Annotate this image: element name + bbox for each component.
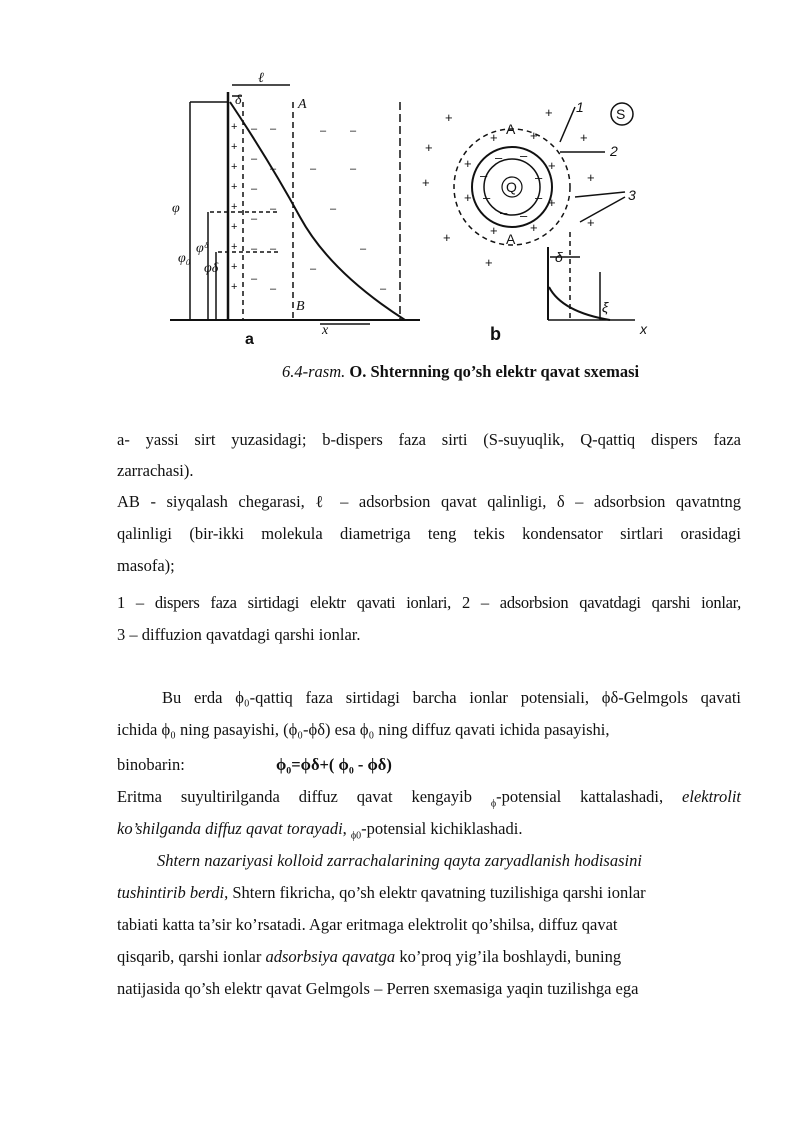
body-line-4d: elektrolit — [682, 787, 741, 806]
svg-text:–: – — [500, 205, 508, 220]
svg-text:–: – — [480, 168, 488, 183]
svg-text:–: – — [483, 190, 491, 205]
panel-b-diagram — [454, 107, 635, 320]
body-line-9 — [117, 942, 621, 971]
label-3: 3 — [628, 187, 636, 203]
svg-text:+: + — [490, 130, 498, 145]
svg-text:+: + — [548, 195, 556, 210]
svg-text:–: – — [270, 283, 277, 295]
svg-text:–: – — [251, 273, 258, 285]
body-line-3a: binobarin: — [117, 755, 185, 774]
svg-text:+: + — [545, 105, 553, 120]
svg-text:–: – — [535, 190, 543, 205]
body-line-7 — [117, 878, 646, 907]
svg-text:+: + — [530, 220, 538, 235]
xi-label: ξ — [602, 299, 609, 315]
svg-text:–: – — [251, 243, 258, 255]
body-line-1: Bu erda ϕ₀-qattiq faza sirtidagi barcha ionlar potensiali, ϕδ-Gelmgols qavati — [162, 688, 741, 707]
A-label-b-bottom: A — [506, 231, 516, 247]
svg-text:+: + — [231, 261, 238, 273]
body-line-5a: ko’shilganda diffuz qavat torayadi — [117, 819, 343, 838]
label-1: 1 — [576, 99, 584, 115]
svg-text:+: + — [231, 161, 238, 173]
svg-text:–: – — [251, 213, 258, 225]
ell-label-a: ℓ — [258, 72, 264, 86]
svg-text:+: + — [587, 170, 595, 185]
svg-text:+: + — [464, 190, 472, 205]
svg-text:+: + — [580, 130, 588, 145]
body-line-4 — [117, 782, 741, 811]
body-line-4c: -potensial kattalashadi, — [496, 787, 683, 806]
body-line-7a: tushintirib berdi — [117, 883, 225, 902]
svg-text:–: – — [310, 263, 317, 275]
S-label: S — [616, 106, 626, 122]
svg-text:–: – — [350, 125, 357, 137]
svg-text:+: + — [485, 255, 493, 270]
body-line-5 — [117, 814, 522, 843]
phi-label: φ — [172, 201, 180, 216]
svg-text:–: – — [350, 163, 357, 175]
panel-a-charges — [231, 121, 387, 295]
svg-text:+: + — [490, 223, 498, 238]
svg-text:–: – — [380, 283, 387, 295]
body-line-9a: qisqarib, qarshi ionlar — [117, 947, 266, 966]
body-line-6: Shtern nazariyasi kolloid zarrachalarining qayta zaryadlanish hodisasini — [157, 851, 642, 870]
legend-line-4: qalinligi (bir-ikki molekula diametriga teng tekis kondensator sirtlari orasidagi — [117, 524, 741, 543]
x-label-b: x — [640, 321, 647, 337]
body-line-4a: Eritma suyultirilganda diffuz qavat kengayib — [117, 787, 491, 806]
panel-b-label: b — [490, 324, 501, 344]
body-line-5d: -potensial kichiklashadi. — [361, 819, 523, 838]
svg-text:–: – — [330, 203, 337, 215]
body-line-5c: ϕ0 — [350, 830, 362, 842]
Q-label: Q — [506, 179, 517, 195]
svg-text:+: + — [231, 201, 238, 213]
phi-xi-label: φᵟ — [196, 241, 208, 256]
legend-line-3: AB - siyqalash chegarasi, ℓ – adsorbsion qavat qalinligi, δ – adsorbsion qavatntng — [117, 492, 741, 511]
svg-text:+: + — [231, 121, 238, 133]
svg-text:–: – — [270, 243, 277, 255]
svg-text:–: – — [251, 123, 258, 135]
caption-prefix: 6.4-rasm. — [282, 362, 346, 381]
svg-text:+: + — [445, 110, 453, 125]
body-line-7b: , Shtern fikricha, qo’sh elektr qavatning tuzilishiga qarshi ionlar — [224, 883, 646, 902]
legend-line-7: 3 – diffuzion qavatdagi qarshi ionlar. — [117, 625, 361, 644]
body-line-2: ichida ϕ₀ ning pasayishi, (ϕ₀-ϕδ) esa ϕ₀ ning diffuz qavati ichida pasayishi, — [117, 720, 610, 739]
svg-text:+: + — [231, 221, 238, 233]
panel-a-label: a — [245, 331, 254, 348]
svg-text:–: – — [251, 183, 258, 195]
svg-text:+: + — [464, 156, 472, 171]
svg-text:+: + — [231, 241, 238, 253]
delta-label-a: δ — [235, 93, 242, 108]
svg-text:–: – — [310, 163, 317, 175]
B-label-a: B — [296, 299, 305, 314]
svg-text:–: – — [270, 123, 277, 135]
body-line-9b: adsorbsiya qavatga — [265, 947, 396, 966]
phi-delta-label: φδ — [204, 261, 219, 276]
delta-label-b: δ — [555, 249, 563, 265]
svg-text:–: – — [495, 150, 503, 165]
phi0-label: φ₀ — [178, 251, 191, 266]
svg-text:+: + — [231, 281, 238, 293]
A-label-b-top: A — [506, 121, 516, 137]
svg-text:+: + — [587, 215, 595, 230]
svg-text:–: – — [520, 148, 528, 163]
legend-line-1: a- yassi sirt yuzasidagi; b-dispers faza sirti (S-suyuqlik, Q-qattiq dispers faza — [117, 430, 741, 449]
svg-text:–: – — [270, 203, 277, 215]
svg-text:+: + — [530, 128, 538, 143]
x-label-a: x — [322, 323, 329, 338]
formula: ϕ₀=ϕδ+( ϕ₀ - ϕδ) — [276, 755, 392, 774]
body-line-8: tabiati katta ta’sir ko’rsatadi. Agar eritmaga elektrolit qo’shilsa, diffuz qavat — [117, 915, 618, 934]
double-layer-figure — [150, 72, 670, 352]
body-line-5b: , — [342, 819, 351, 838]
legend-line-6: 1 – dispers faza sirtidagi elektr qavati ionlari, 2 – adsorbsion qavatdagi qarshi ionlar, — [117, 593, 741, 612]
svg-text:–: – — [320, 125, 327, 137]
svg-text:+: + — [443, 230, 451, 245]
caption-title: O. Shternning qo’sh elektr qavat sxemasi — [349, 362, 640, 381]
A-label-a: A — [298, 97, 307, 112]
svg-text:–: – — [520, 208, 528, 223]
body-line-10: natijasida qo’sh elektr qavat Gelmgols – Perren sxemasiga yaqin tuzilishga ega — [117, 979, 639, 998]
legend-line-2: zarrachasi). — [117, 461, 194, 480]
svg-text:+: + — [422, 175, 430, 190]
svg-text:+: + — [548, 158, 556, 173]
svg-text:–: – — [251, 153, 258, 165]
figure-caption — [282, 362, 639, 382]
body-line-4b: ϕ — [490, 798, 497, 810]
svg-text:–: – — [270, 163, 277, 175]
svg-text:+: + — [231, 181, 238, 193]
svg-text:–: – — [360, 243, 367, 255]
svg-text:–: – — [535, 170, 543, 185]
svg-text:+: + — [425, 140, 433, 155]
svg-text:+: + — [231, 141, 238, 153]
body-line-9c: ko’proq yig’ila boshlaydi, buning — [395, 947, 622, 966]
label-2: 2 — [610, 143, 618, 159]
legend-line-5: masofa); — [117, 556, 175, 575]
